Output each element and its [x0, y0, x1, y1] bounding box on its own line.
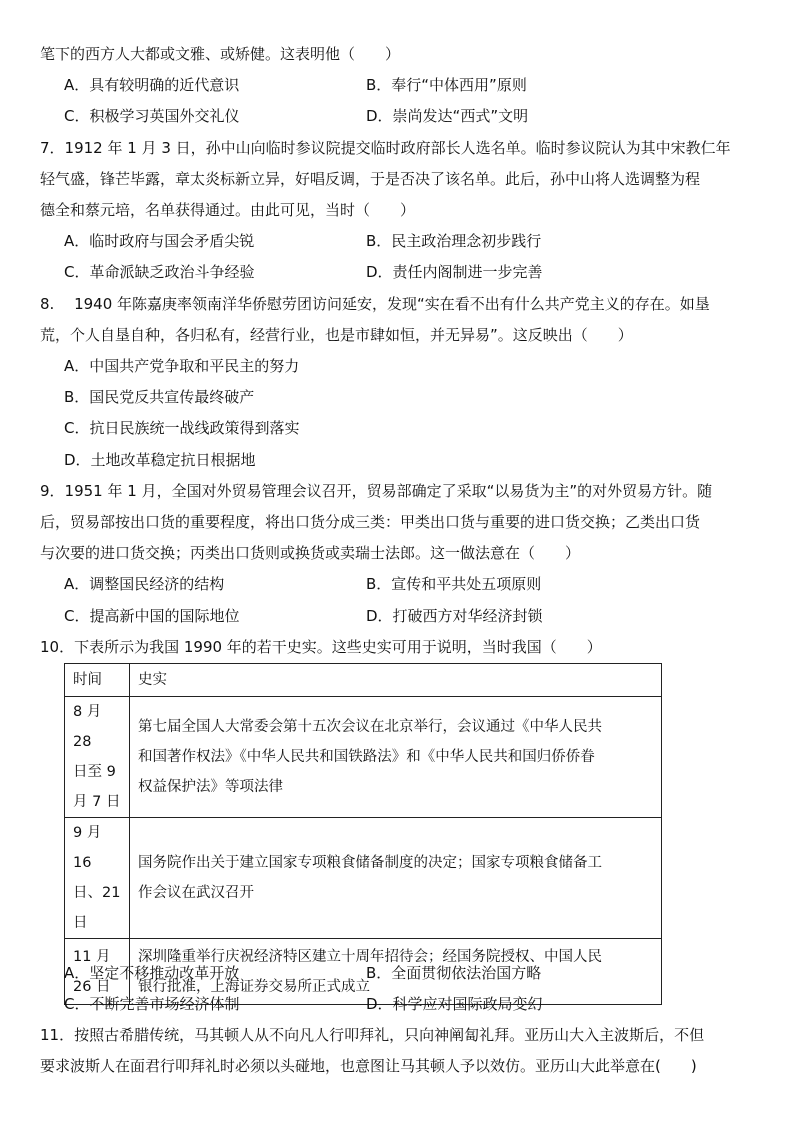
- q10-option-b: B．全面贯彻依法治国方略: [366, 964, 542, 982]
- cell-line: 国务院作出关于建立国家专项粮食储备制度的决定；国家专项粮食储备工: [138, 855, 602, 871]
- q11-stem-line: 11．按照古希腊传统，马其顿人从不向凡人行叩拜礼，只向神阐匐礼拜。亚历山大入主波斯后，不但: [40, 1026, 705, 1044]
- q6-option-b: B．奉行“中体西用”原则: [366, 76, 527, 94]
- cell-line: 日: [73, 915, 88, 931]
- cell-line: 深圳隆重举行庆祝经济特区建立十周年招待会；经国务院授权、中国人民: [138, 948, 602, 965]
- cell-line: 作会议在武汉召开: [138, 885, 254, 901]
- table-cell-time: [65, 697, 130, 818]
- cell-line: 11 月: [73, 948, 111, 965]
- q7-option-d: D．责任内阁制进一步完善: [366, 263, 543, 281]
- table-header-facts: 史实: [130, 664, 662, 697]
- q7-option-c: C．革命派缺乏政治斗争经验: [64, 263, 255, 281]
- q9-option-b: B．宣传和平共处五项原则: [366, 575, 542, 593]
- cell-line: 8 月 28: [73, 704, 102, 750]
- q6-stem-line: 笔下的西方人大都或文雅、或矫健。这表明他（ ）: [40, 45, 401, 63]
- cell-line: 第七届全国人大常委会第十五次会议在北京举行，会议通过《中华人民共: [138, 719, 602, 735]
- cell-line: 9 月 16: [73, 825, 102, 871]
- q9-option-d: D．打破西方对华经济封锁: [366, 607, 543, 625]
- q6-option-a: A．具有较明确的近代意识: [64, 76, 240, 94]
- q8-option-b: B．国民党反共宣传最终破产: [64, 388, 255, 406]
- table-row: [65, 697, 662, 818]
- q10-stem-line: 10．下表所示为我国 1990 年的若干史实。这些史实可用于说明，当时我国（ ）: [40, 638, 602, 656]
- q9-stem-line: 后，贸易部按出口货的重要程度，将出口货分成三类：甲类出口货与重要的进口货交换；乙类出口货: [40, 513, 701, 531]
- q9-stem-line: 与次要的进口货交换；丙类出口货则或换货或卖瑞士法郎。这一做法意在（ ）: [40, 544, 581, 562]
- q8-stem-line: 荒，个人自垦自种，各归私有，经营行业，也是市肆如恒，并无异易”。这反映出（ ）: [40, 326, 633, 344]
- q8-option-a: A．中国共产党争取和平民主的努力: [64, 357, 300, 375]
- cell-line: 权益保护法》等项法律: [138, 779, 283, 795]
- q10-option-a: A．坚定不移推动改革开放: [64, 964, 240, 982]
- table-row: [65, 818, 662, 939]
- cell-line: 月 7 日: [73, 794, 121, 810]
- q6-option-c: C．积极学习英国外交礼仪: [64, 107, 240, 125]
- table-header-row: [65, 664, 662, 697]
- table-cell-fact: [130, 697, 662, 818]
- table-cell-time: [65, 818, 130, 939]
- q7-stem-line: 7．1912 年 1 月 3 日，孙中山向临时参议院提交临时政府部长人选名单。临时参议院认为其中宋教仁年: [40, 139, 731, 157]
- q9-option-c: C．提高新中国的国际地位: [64, 607, 240, 625]
- cell-line: 银行批准，上海证券交易所正式成立: [138, 978, 370, 995]
- table-header-time: 时间: [65, 664, 130, 697]
- q10-option-d: D．科学应对国际政局变幻: [366, 995, 543, 1013]
- cell-line: 日、21: [73, 885, 121, 901]
- q10-option-c: C．不断完善市场经济体制: [64, 995, 240, 1013]
- q8-stem-line: 8. 1940 年陈嘉庚率领南洋华侨慰劳团访问延安，发现“实在看不出有什么共产党主义的存在。如垦: [40, 295, 710, 313]
- q7-option-b: B．民主政治理念初步践行: [366, 232, 542, 250]
- history-facts-table: [64, 663, 662, 1005]
- table-cell-fact: [130, 818, 662, 939]
- q11-stem-line: 要求波斯人在面君行叩拜礼时必须以头碰地，也意图让马其顿人予以效仿。亚历山大此举意在( ): [40, 1057, 697, 1075]
- q7-stem-line: 轻气盛，锋芒毕露，章太炎标新立异，好唱反调，于是否决了该名单。此后，孙中山将人选调整为程: [40, 170, 701, 188]
- q6-option-d: D．崇尚发达“西式”文明: [366, 107, 529, 125]
- q9-stem-line: 9．1951 年 1 月，全国对外贸易管理会议召开，贸易部确定了采取“以易货为主”的对外贸易方针。随: [40, 482, 713, 500]
- cell-line: 26 日: [73, 978, 111, 995]
- q7-option-a: A．临时政府与国会矛盾尖锐: [64, 232, 255, 250]
- cell-line: 日至 9: [73, 764, 116, 780]
- q7-stem-line: 德全和蔡元培，名单获得通过。由此可见，当时（ ）: [40, 201, 416, 219]
- q8-option-d: D．土地改革稳定抗日根据地: [64, 451, 256, 469]
- q8-option-c: C．抗日民族统一战线政策得到落实: [64, 419, 300, 437]
- q9-option-a: A．调整国民经济的结构: [64, 575, 225, 593]
- cell-line: 和国著作权法》《中华人民共和国铁路法》和《中华人民共和国归侨侨眷: [138, 749, 595, 765]
